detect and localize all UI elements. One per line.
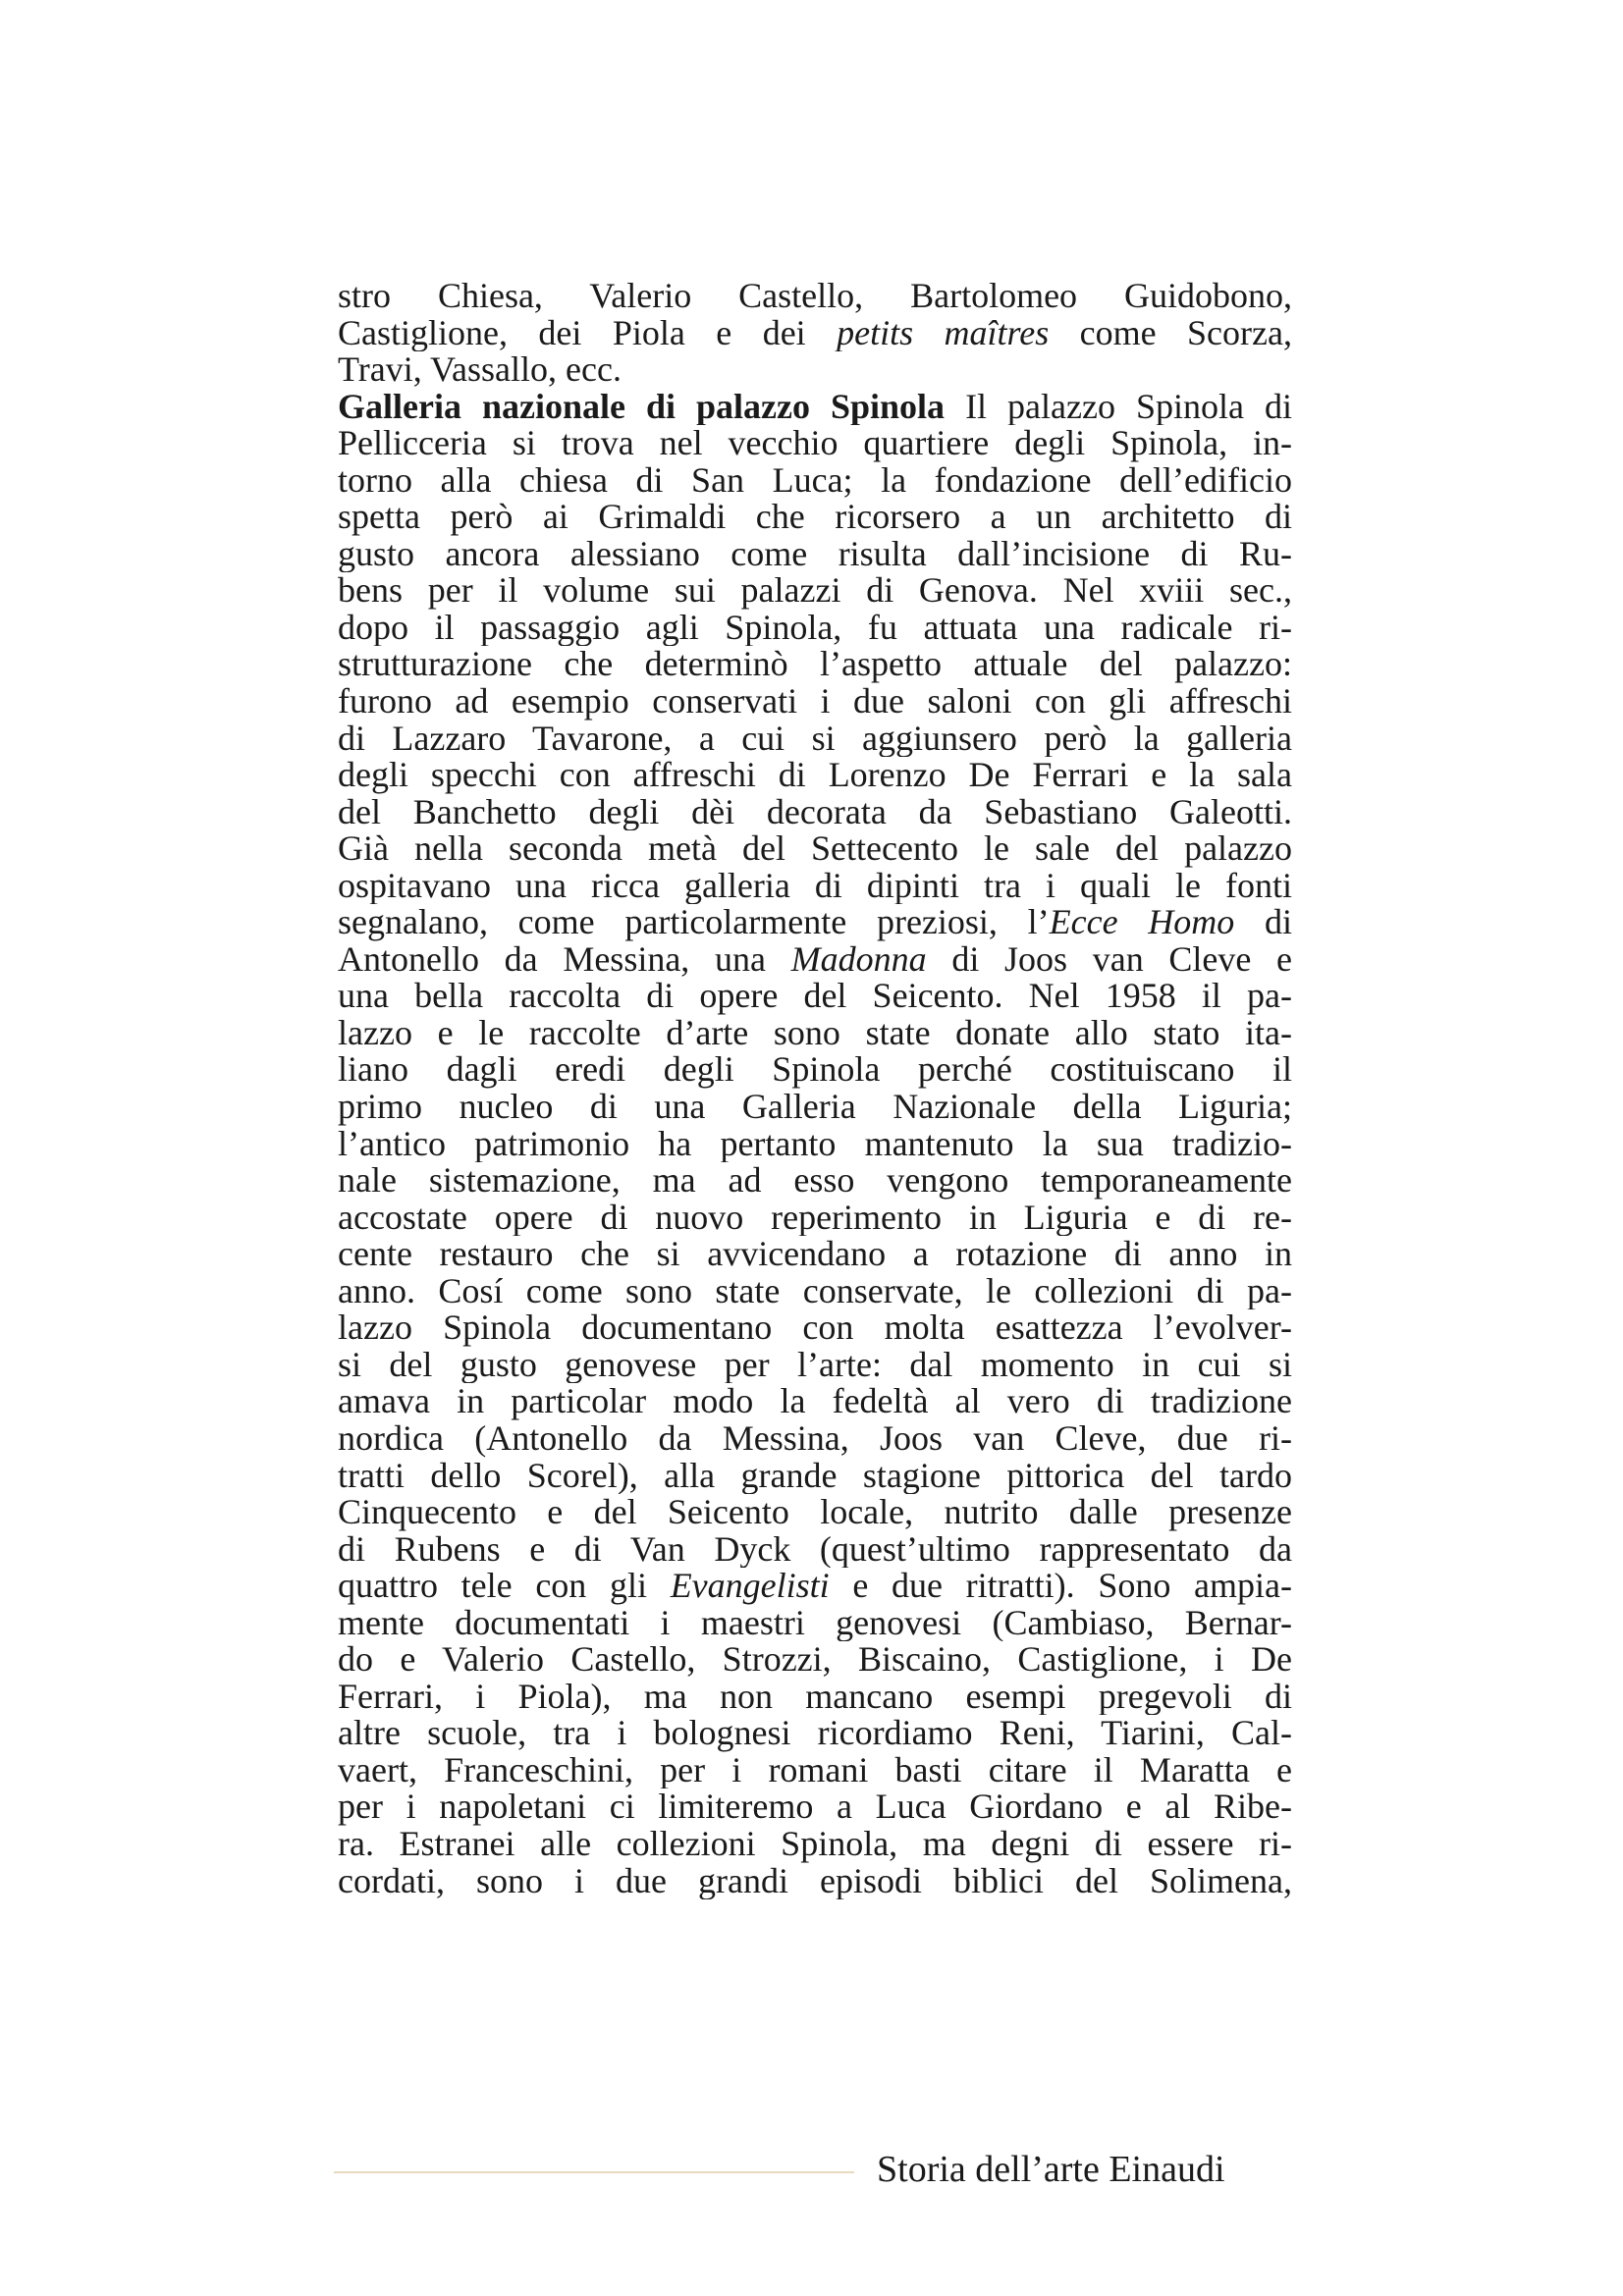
text-span: l’antico patrimonio ha pertanto mantenuto la sua tradizio- <box>338 1125 1292 1163</box>
text-span: amava in particolar modo la fedeltà al vero di tradizione <box>338 1383 1292 1420</box>
text-line <box>338 278 1292 315</box>
text-span: Pellicceria si trova nel vecchio quartiere degli Spinola, in- <box>338 425 1292 462</box>
text-span: accostate opere di nuovo reperimento in Liguria e di re- <box>338 1199 1292 1237</box>
text-span: nale sistemazione, ma ad esso vengono temporaneamente <box>338 1162 1292 1200</box>
text-line <box>338 389 1292 426</box>
text-span: do e Valerio Castello, Strozzi, Biscaino, Castiglione, i De <box>338 1641 1292 1679</box>
text-span: ra. Estranei alle collezioni Spinola, ma degni di essere ri- <box>338 1825 1292 1863</box>
footer-rule <box>334 2171 854 2173</box>
text-line <box>338 830 1292 868</box>
section-heading: Galleria nazionale di palazzo Spinola <box>338 388 946 426</box>
text-line <box>338 721 1292 758</box>
text-span: del Banchetto degli dèi decorata da Sebastiano Galeotti. <box>338 793 1292 831</box>
text-line <box>338 610 1292 647</box>
text-line <box>338 536 1292 573</box>
text-line <box>338 1826 1292 1863</box>
text-line <box>338 1051 1292 1089</box>
text-line <box>338 941 1292 979</box>
text-span: Il palazzo Spinola di <box>945 388 1292 426</box>
text-span: spetta però ai Grimaldi che ricorsero a un architetto di <box>338 499 1292 536</box>
text-line <box>338 757 1292 794</box>
text-line <box>338 1752 1292 1789</box>
text-span: tratti dello Scorel), alla grande stagione pittorica del tardo <box>338 1457 1292 1495</box>
text-span: Cinquecento e del Seicento locale, nutrito dalle presenze <box>338 1494 1292 1531</box>
text-span: vaert, Franceschini, per i romani basti citare il Maratta e <box>338 1751 1292 1789</box>
text-line <box>338 1531 1292 1569</box>
text-line <box>338 646 1292 683</box>
text-span: nordica (Antonello da Messina, Joos van Cleve, due ri- <box>338 1419 1292 1458</box>
text-span: bens per il volume sui palazzi di Genova. Nel xviii sec., <box>338 572 1292 610</box>
text-line <box>338 683 1292 721</box>
text-line <box>338 1015 1292 1052</box>
text-span: stro Chiesa, Valerio Castello, Bartolomeo Guidobono, <box>338 278 1292 315</box>
text-span: una bella raccolta di opere del Seicento. Nel 1958 il pa- <box>338 978 1292 1015</box>
text-span: anno. Cosí come sono state conservate, le collezioni di pa- <box>338 1272 1292 1310</box>
text-line <box>338 425 1292 462</box>
text-span: si del gusto genovese per l’arte: dal momento in cui si <box>338 1346 1292 1384</box>
italic-title: Evangelisti <box>670 1568 830 1605</box>
text-line <box>338 1863 1292 1900</box>
text-line <box>338 1089 1292 1126</box>
text-span: Castiglione, dei Piola e dei <box>338 314 838 352</box>
text-span: ospitavano una ricca galleria di dipinti tra i quali le fonti <box>338 867 1292 905</box>
text-line <box>338 1679 1292 1716</box>
text-span: Antonello da Messina, una <box>338 940 791 979</box>
text-line <box>338 1420 1292 1458</box>
text-span: lazzo Spinola documentano con molta esattezza l’evolver- <box>338 1309 1292 1347</box>
text-line <box>338 1715 1292 1752</box>
text-span: quattro tele con gli <box>338 1568 671 1605</box>
text-span: altre scuole, tra i bolognesi ricordiamo Reni, Tiarini, Cal- <box>338 1715 1292 1752</box>
text-span: mente documentati i maestri genovesi (Cambiaso, Bernar- <box>338 1604 1292 1642</box>
text-line <box>338 978 1292 1015</box>
text-line <box>338 1458 1292 1495</box>
text-span: furono ad esempio conservati i due saloni con gli affreschi <box>338 683 1292 721</box>
text-line <box>338 1494 1292 1531</box>
text-line <box>338 1200 1292 1237</box>
text-span: cordati, sono i due grandi episodi biblici del Solimena, <box>338 1862 1292 1900</box>
text-span: Già nella seconda metà del Settecento le sale del palazzo <box>338 830 1292 868</box>
text-span: gusto ancora alessiano come risulta dall’incisione di Ru- <box>338 535 1292 573</box>
body-text <box>338 278 1292 1899</box>
text-span: di Joos van Cleve e <box>926 940 1292 979</box>
text-span: Ferrari, i Piola), ma non mancano esempi pregevoli di <box>338 1678 1292 1716</box>
italic-title: petits maîtres <box>837 314 1050 352</box>
text-line <box>338 904 1292 941</box>
text-span: lazzo e le raccolte d’arte sono state donate allo stato ita- <box>338 1014 1292 1052</box>
page-footer <box>0 2140 1623 2199</box>
text-line <box>338 868 1292 905</box>
italic-title: Ecce Homo <box>1049 904 1235 941</box>
text-line <box>338 1236 1292 1273</box>
text-span: di Rubens e di Van Dyck (quest’ultimo rappresentato da <box>338 1530 1292 1569</box>
text-line <box>338 1273 1292 1310</box>
text-line <box>338 1162 1292 1200</box>
text-line <box>338 1383 1292 1420</box>
text-line <box>338 1347 1292 1384</box>
text-span: per i napoletani ci limiteremo a Luca Giordano e al Ribe- <box>338 1789 1292 1826</box>
text-line <box>338 1309 1292 1347</box>
text-span: strutturazione che determinò l’aspetto attuale del palazzo: <box>338 646 1292 684</box>
text-span: dopo il passaggio agli Spinola, fu attuata una radicale ri- <box>338 609 1292 647</box>
text-span: di Lazzaro Tavarone, a cui si aggiunsero però la galleria <box>338 720 1292 758</box>
text-span: di <box>1234 904 1292 941</box>
text-line <box>338 1126 1292 1163</box>
text-span: degli specchi con affreschi di Lorenzo De Ferrari e la sala <box>338 757 1292 794</box>
text-line <box>338 794 1292 831</box>
italic-title: Madonna <box>790 940 927 979</box>
text-line <box>338 1641 1292 1679</box>
text-span: torno alla chiesa di San Luca; la fondazione dell’edificio <box>338 461 1292 500</box>
text-line <box>338 499 1292 536</box>
text-span: cente restauro che si avvicendano a rotazione di anno in <box>338 1236 1292 1273</box>
text-span: segnalano, come particolarmente preziosi, l’ <box>338 904 1050 941</box>
text-span: liano dagli eredi degli Spinola perché costituiscano il <box>338 1051 1292 1090</box>
text-line <box>338 315 1292 352</box>
text-line <box>338 351 1292 389</box>
text-span: Travi, Vassallo, ecc. <box>338 351 622 389</box>
text-line <box>338 462 1292 500</box>
text-line <box>338 572 1292 610</box>
text-line <box>338 1605 1292 1642</box>
text-line <box>338 1789 1292 1826</box>
text-span: come Scorza, <box>1049 314 1292 352</box>
text-span: e due ritratti). Sono ampia- <box>829 1568 1292 1605</box>
text-span: primo nucleo di una Galleria Nazionale della Liguria; <box>338 1089 1292 1126</box>
footer-title: Storia dell’arte Einaudi <box>877 2149 1225 2190</box>
text-line <box>338 1568 1292 1605</box>
